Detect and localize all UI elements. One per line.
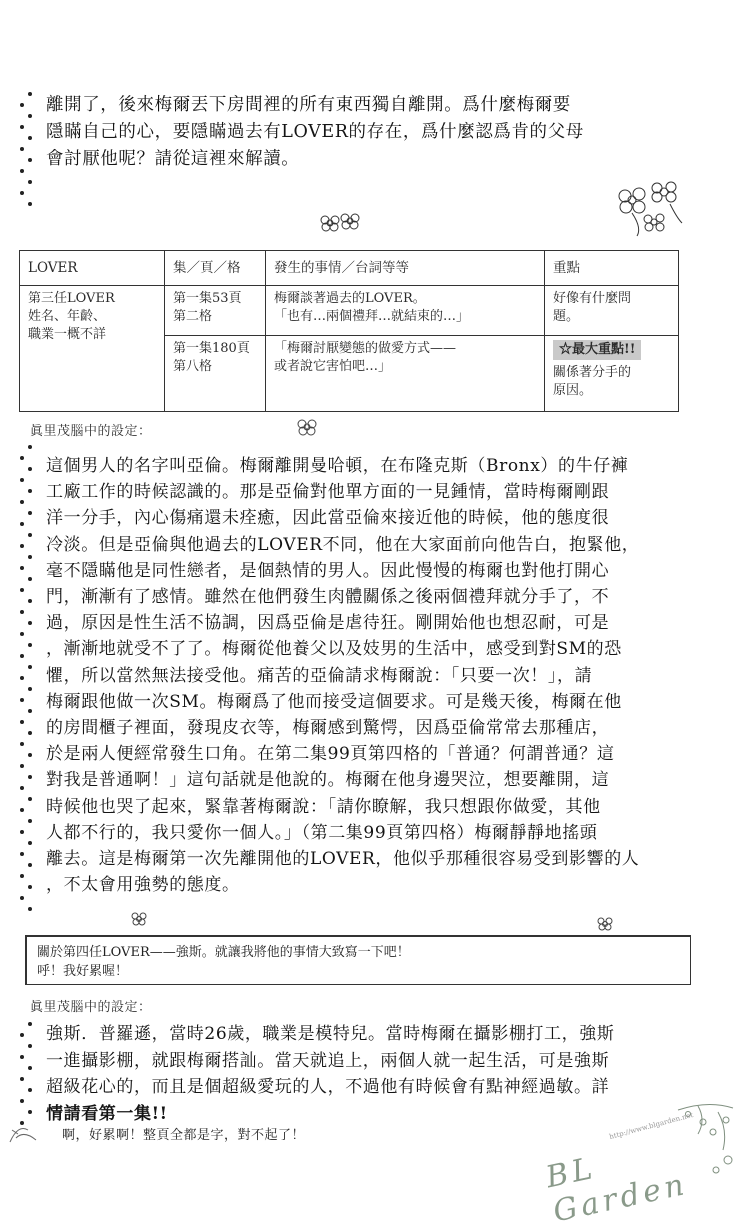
cell-line: 「也有…兩個禮拜…就結束的…」 xyxy=(274,309,470,324)
point-cell xyxy=(545,335,679,411)
text-line: 的房間櫃子裡面，發現皮衣等，梅爾感到驚愕，因爲亞倫常常去那種店， xyxy=(46,718,610,739)
text-line: 懼，所以當然無法接受他。痛苦的亞倫請求梅爾說：「只要一次！」，請 xyxy=(46,665,593,686)
text-line: 隱瞞自己的心，要隱瞞過去有LOVER的存在，爲什麼認爲肯的父母 xyxy=(46,122,584,142)
logo-url: http://www.blgarden.net xyxy=(608,1110,695,1142)
text-line: ，不太會用強勢的態度。 xyxy=(46,875,240,896)
flower-small-icon xyxy=(130,910,148,928)
text-line: 離開了，後來梅爾丟下房間裡的所有東西獨自離開。爲什麼梅爾要 xyxy=(46,95,571,115)
cell-line: 第三任LOVER xyxy=(28,291,115,306)
event-cell xyxy=(266,286,545,336)
text-line: 門，漸漸有了感情。雖然在他們發生肉體關係之後兩個禮拜就分手了，不 xyxy=(46,587,610,608)
cell-line: 原因。 xyxy=(553,382,593,398)
text-line: 會討厭他呢？請從這裡來解讀。 xyxy=(46,149,300,169)
text-line: 離去。這是梅爾第一次先離開他的LOVER，他似乎那種很容易受到影響的人 xyxy=(46,849,640,870)
ref-cell xyxy=(165,286,266,336)
text-line: 關於第四任LOVER——強斯。就讓我將他的事情大致寫一下吧！ xyxy=(37,945,410,960)
lover-name-cell xyxy=(20,286,165,412)
text-line: 對我是普通啊！」這句話就是他說的。梅爾在他身邊哭泣，想要離開，這 xyxy=(46,770,610,791)
text-line: 工廠工作的時候認識的。那是亞倫對他單方面的一見鍾情，當時梅爾剛跟 xyxy=(46,482,610,503)
leaf-sketch-icon xyxy=(6,1120,42,1148)
flower-small-icon xyxy=(596,915,614,933)
header-cell: 集／頁／格 xyxy=(165,251,266,286)
cell-line: 第八格 xyxy=(173,358,213,374)
text-line: 過，原因是性生活不協調，因爲亞倫是虐待狂。剛開始他也想忍耐，可是 xyxy=(46,613,610,634)
flower-cluster-icon xyxy=(612,178,692,238)
cell-line: 第一集53頁 xyxy=(173,291,242,306)
flower-small-icon xyxy=(318,208,364,238)
bl-garden-logo xyxy=(528,1100,743,1230)
ref-cell xyxy=(165,335,266,411)
lover4-intro-box xyxy=(25,935,691,985)
text-line: 冷淡。但是亞倫與他過去的LOVER不同，他在大家面前向他告白，抱緊他， xyxy=(46,534,640,555)
margin-dots-middle xyxy=(20,445,38,918)
top-priority-badge: ☆最大重點!! xyxy=(553,340,641,360)
cell-line: 第一集180頁 xyxy=(173,340,250,356)
margin-dots-bottom xyxy=(20,1022,38,1132)
cell-line: 職業一概不詳 xyxy=(28,327,107,342)
apology-note: 啊，好累啊！整頁全都是字，對不起了！ xyxy=(62,1128,306,1143)
section-label: 眞里茂腦中的設定： xyxy=(30,1000,152,1015)
text-line: 一進攝影棚，就跟梅爾搭訕。當天就追上，兩個人就一起生活，可是強斯 xyxy=(46,1050,610,1071)
cell-line: 或者說它害怕吧…」 xyxy=(274,358,392,374)
event-cell xyxy=(266,335,545,411)
text-line: 洋一分手，內心傷痛還未痊癒，因此當亞倫來接近他的時候，他的態度很 xyxy=(46,508,610,529)
cell-line: 梅爾談著過去的LOVER。 xyxy=(274,291,426,306)
logo-text: BL Garden xyxy=(542,1150,691,1230)
text-line: 強斯．普羅遜，當時26歲，職業是模特兒。當時梅爾在攝影棚打工，強斯 xyxy=(46,1024,615,1044)
section-label: 眞里茂腦中的設定： xyxy=(30,424,152,439)
text-line: 呼！我好累喔！ xyxy=(37,964,129,979)
text-line: ，漸漸地就受不了了。梅爾從他養父以及妓男的生活中，感受到對SM的恐 xyxy=(46,639,622,660)
body-paragraph-aaron xyxy=(46,453,686,898)
cell-line: 姓名、年齡、 xyxy=(28,309,107,324)
header-cell: 發生的事情／台詞等等 xyxy=(266,251,545,286)
cell-line: 好像有什麼問 xyxy=(553,291,632,306)
cell-line: 關係著分手的 xyxy=(553,364,632,380)
text-line: 這個男人的名字叫亞倫。梅爾離開曼哈頓，在布隆克斯（Bronx）的牛仔褲 xyxy=(46,456,629,476)
text-line: 於是兩人便經常發生口角。在第二集99頁第四格的「普通？何謂普通？這 xyxy=(46,744,615,765)
point-cell xyxy=(545,286,679,336)
table-row xyxy=(20,286,679,336)
header-cell: 重點 xyxy=(545,251,679,286)
flower-small-icon xyxy=(296,416,318,438)
lover-info-table xyxy=(19,250,679,412)
text-line: 梅爾跟他做一次SM。梅爾爲了他而接受這個要求。可是幾天後，梅爾在他 xyxy=(46,691,622,712)
text-line: 超級花心的，而且是個超級愛玩的人，不過他有時候會有點神經過敏。詳 xyxy=(46,1077,610,1097)
text-line: 人都不行的，我只愛你一個人。」（第二集99頁第四格）梅爾靜靜地搖頭 xyxy=(46,822,598,843)
intro-paragraph xyxy=(46,92,686,173)
text-line: 毫不隱瞞他是同性戀者，是個熱情的男人。因此慢慢的梅爾也對他打開心 xyxy=(46,560,610,581)
table-header-row xyxy=(20,251,679,286)
margin-dots-top xyxy=(20,92,38,213)
cell-line: 「梅爾討厭變態的做愛方式—— xyxy=(274,340,457,356)
text-line: 時候他也哭了起來，緊靠著梅爾說：「請你瞭解，我只想跟你做愛，其他 xyxy=(46,796,601,817)
text-line: 情請看第一集!! xyxy=(46,1103,168,1124)
cell-line: 第二格 xyxy=(173,309,213,324)
cell-line: 題。 xyxy=(553,309,580,324)
header-cell: LOVER xyxy=(20,251,165,286)
